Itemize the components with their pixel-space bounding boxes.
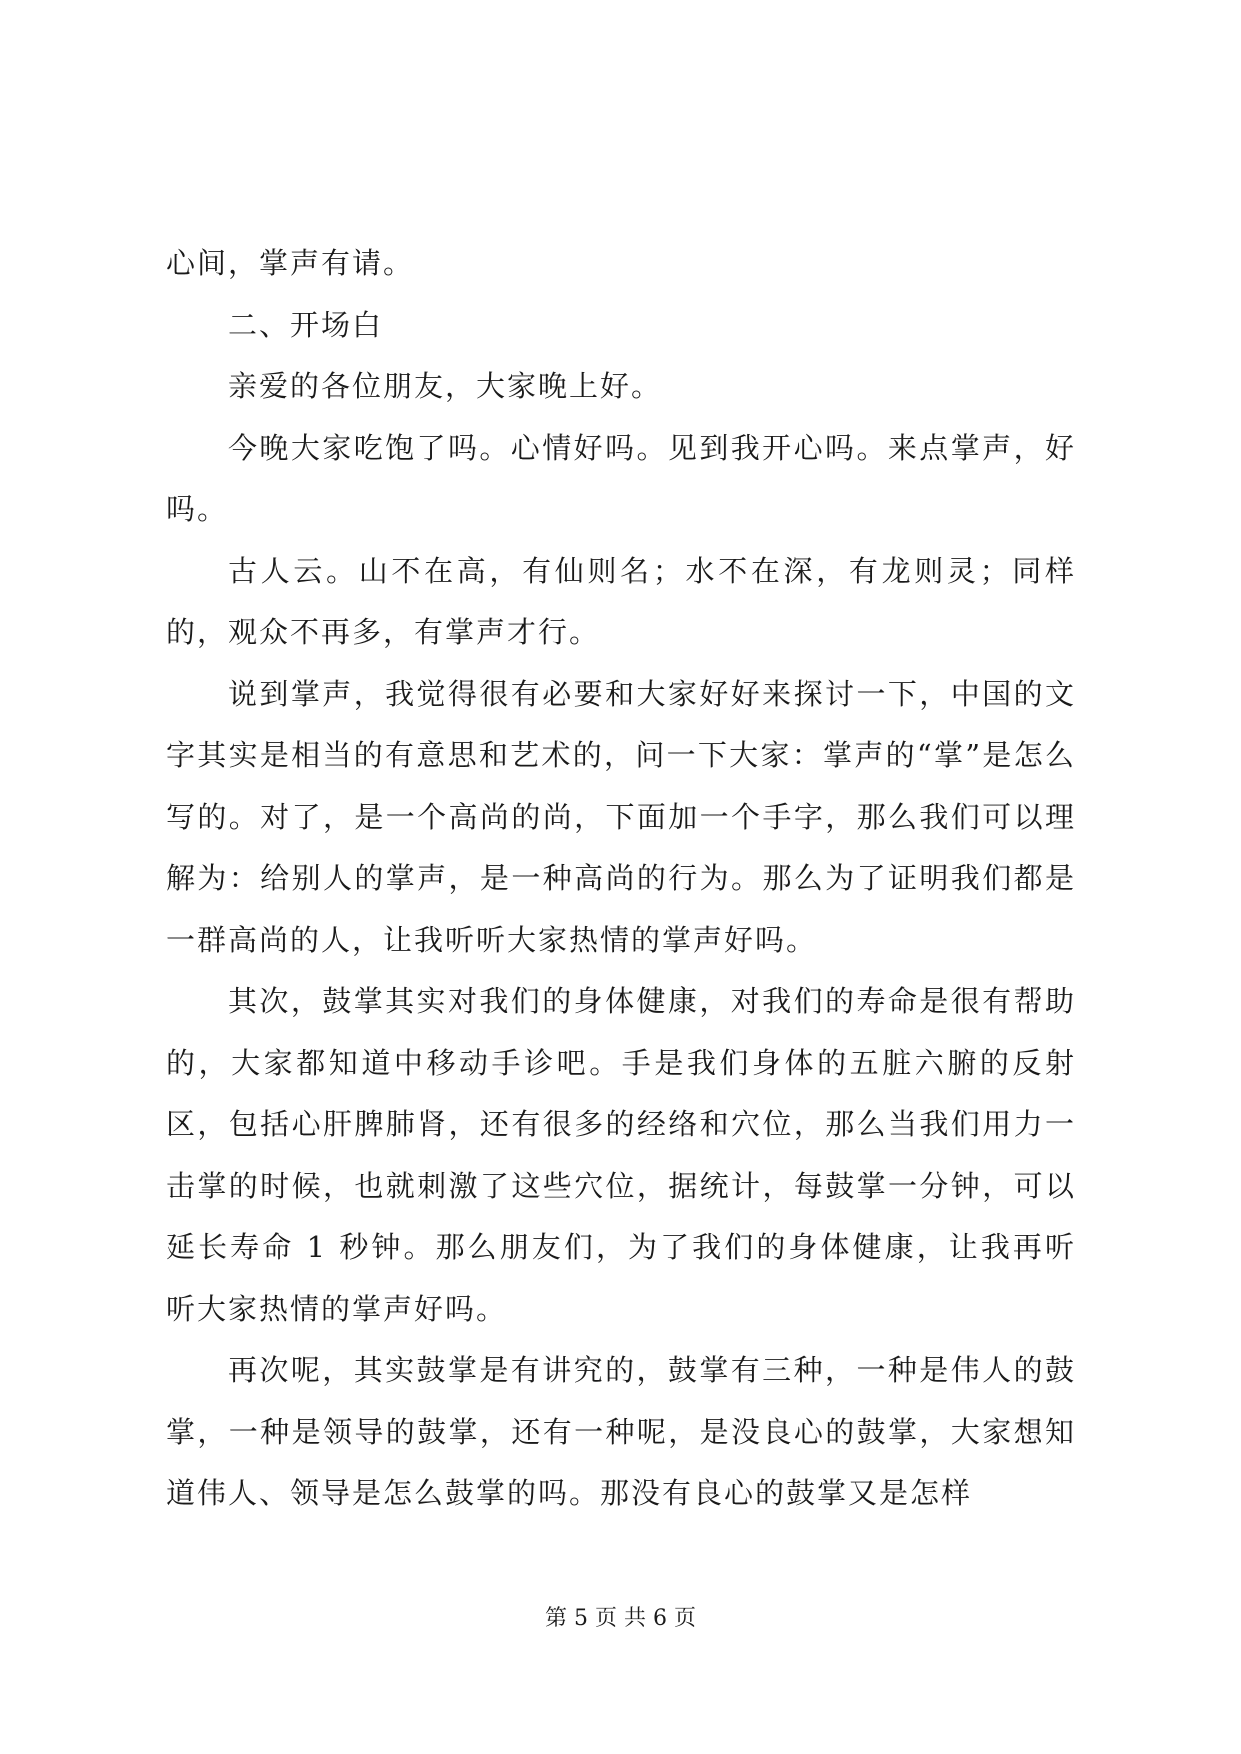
paragraph: 其次，鼓掌其实对我们的身体健康，对我们的寿命是很有帮助的，大家都知道中移动手诊吧。手是我们身体的五脏六腑的反射区，包括心肝脾肺肾，还有很多的经络和穴位，那么当我们用力一击掌的时候，也就刺激了这些穴位，据统计，每鼓掌一分钟，可以延长寿命 1 秒钟。那么朋友们，为了我们的身体健康，让我再听听大家热情的掌声好吗。 xyxy=(166,984,1076,1326)
section-heading: 二、开场白 xyxy=(228,307,384,342)
paragraph: 心间，掌声有请。 xyxy=(166,246,415,280)
paragraph: 今晚大家吃饱了吗。心情好吗。见到我开心吗。来点掌声，好吗。 xyxy=(166,430,1076,526)
paragraph: 再次呢，其实鼓掌是有讲究的，鼓掌有三种，一种是伟人的鼓掌，一种是领导的鼓掌，还有一种呢，是没良心的鼓掌，大家想知道伟人、领导是怎么鼓掌的吗。那没有良心的鼓掌又是怎样 xyxy=(166,1353,1076,1510)
page-footer: 第 5 页 共 6 页 xyxy=(545,1606,696,1631)
paragraph: 说到掌声，我觉得很有必要和大家好好来探讨一下，中国的文字其实是相当的有意思和艺术的，问一下大家：掌声的“掌”是怎么写的。对了，是一个高尚的尚，下面加一个手字，那么我们可以理解为：给别人的掌声，是一种高尚的行为。那么为了证明我们都是一群高尚的人，让我听听大家热情的掌声好吗。 xyxy=(166,676,1076,957)
paragraph: 亲爱的各位朋友，大家晚上好。 xyxy=(228,369,663,403)
body-text xyxy=(166,233,1076,1525)
paragraph: 古人云。山不在高，有仙则名；水不在深，有龙则灵；同样的，观众不再多，有掌声才行。 xyxy=(166,553,1076,649)
